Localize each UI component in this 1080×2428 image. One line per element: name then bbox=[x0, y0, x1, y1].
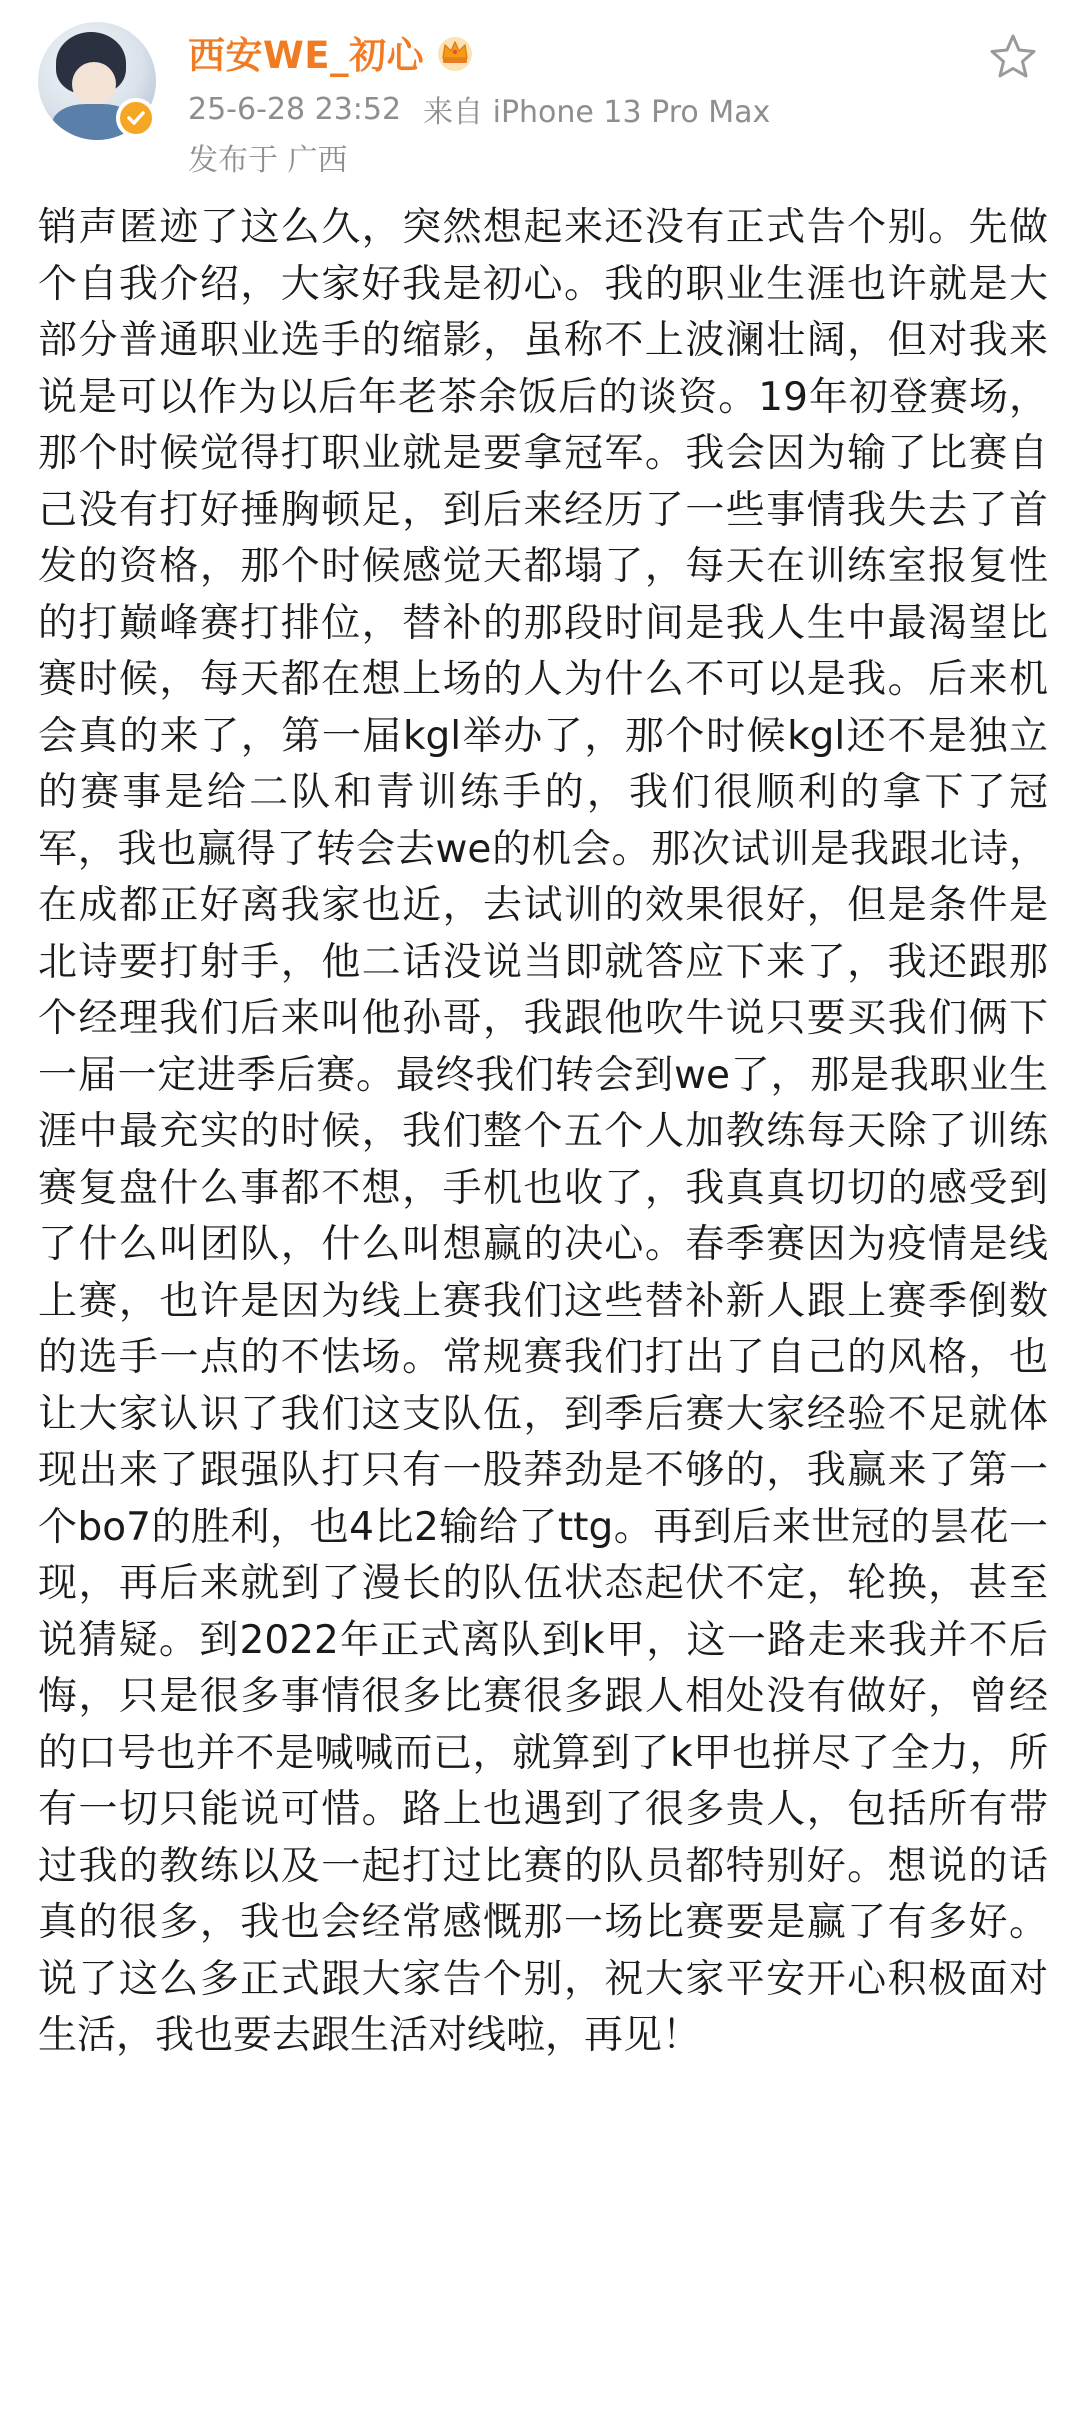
post-location bbox=[188, 136, 348, 178]
post-timestamp: 25-6-28 23:52 bbox=[188, 91, 402, 127]
username-row bbox=[188, 26, 476, 78]
post-meta bbox=[188, 88, 770, 130]
post-source: 来自 iPhone 13 Pro Max bbox=[423, 95, 771, 130]
post-body bbox=[38, 200, 1048, 2065]
post-header bbox=[0, 0, 1080, 190]
location-text: 发布于 广西 bbox=[188, 143, 348, 178]
checkmark-icon bbox=[125, 107, 147, 129]
crown-icon[interactable] bbox=[434, 32, 476, 72]
post-text: 销声匿迹了这么久，突然想起来还没有正式告个别。先做个自我介绍，大家好我是初心。我的职业生涯也许就是大部分普通职业选手的缩影，虽称不上波澜壮阔，但对我来说是可以作为以后年老茶余饭后的谈资。19年初登赛场，那个时候觉得打职业就是要拿冠军。我会因为输了比赛自己没有打好捶胸顿足，到后来经历了一些事情我失去了首发的资格，那个时候感觉天都塌了，每天在训练室报复性的打巅峰赛打排位，替补的那段时间是我人生中最渴望比赛时候，每天都在想上场的人为什么不可以是我。后来机会真的来了，第一届kgl举办了，那个时候kgl还不是独立的赛事是给二队和青训练手的，我们很顺利的拿下了冠军，我也赢得了转会去we的机会。那次试训是我跟北诗，在成都正好离我家也近，去试训的效果很好，但是条件是北诗要打射手，他二话没说当即就答应下来了，我还跟那个经理我们后来叫他孙哥，我跟他吹牛说只要买我们俩下一届一定进季后赛。最终我们转会到we了，那是我职业生涯中最充实的时候，我们整个五个人加教练每天除了训练赛复盘什么事都不想，手机也收了，我真真切切的感受到了什么叫团队，什么叫想赢的决心。春季赛因为疫情是线上赛，也许是因为线上赛我们这些替补新人跟上赛季倒数的选手一点的不怯场。常规赛我们打出了自己的风格，也让大家认识了我们这支队伍，到季后赛大家经验不足就体现出来了跟强队打只有一股莽劲是不够的，我赢来了第一个bo7的胜利，也4比2输给了ttg。再到后来世冠的昙花一现，再后来就到了漫长的队伍状态起伏不定，轮换，甚至说猜疑。到2022年正式离队到k甲，这一路走来我并不后悔，只是很多事情很多比赛很多跟人相处没有做好，曾经的口号也并不是喊喊而已，就算到了k甲也拼尽了全力，所有一切只能说可惜。路上也遇到了很多贵人，包括所有带过我的教练以及一起打过比赛的队员都特别好。想说的话真的很多，我也会经常感慨那一场比赛要是赢了有多好。说了这么多正式跟大家告个别，祝大家平安开心积极面对生活，我也要去跟生活对线啦，再见！ bbox=[38, 205, 1048, 2058]
verified-badge-icon bbox=[116, 98, 156, 138]
username[interactable]: 西安WE_初心 bbox=[188, 34, 425, 77]
star-outline-icon[interactable] bbox=[986, 30, 1040, 84]
avatar-face bbox=[72, 62, 116, 106]
